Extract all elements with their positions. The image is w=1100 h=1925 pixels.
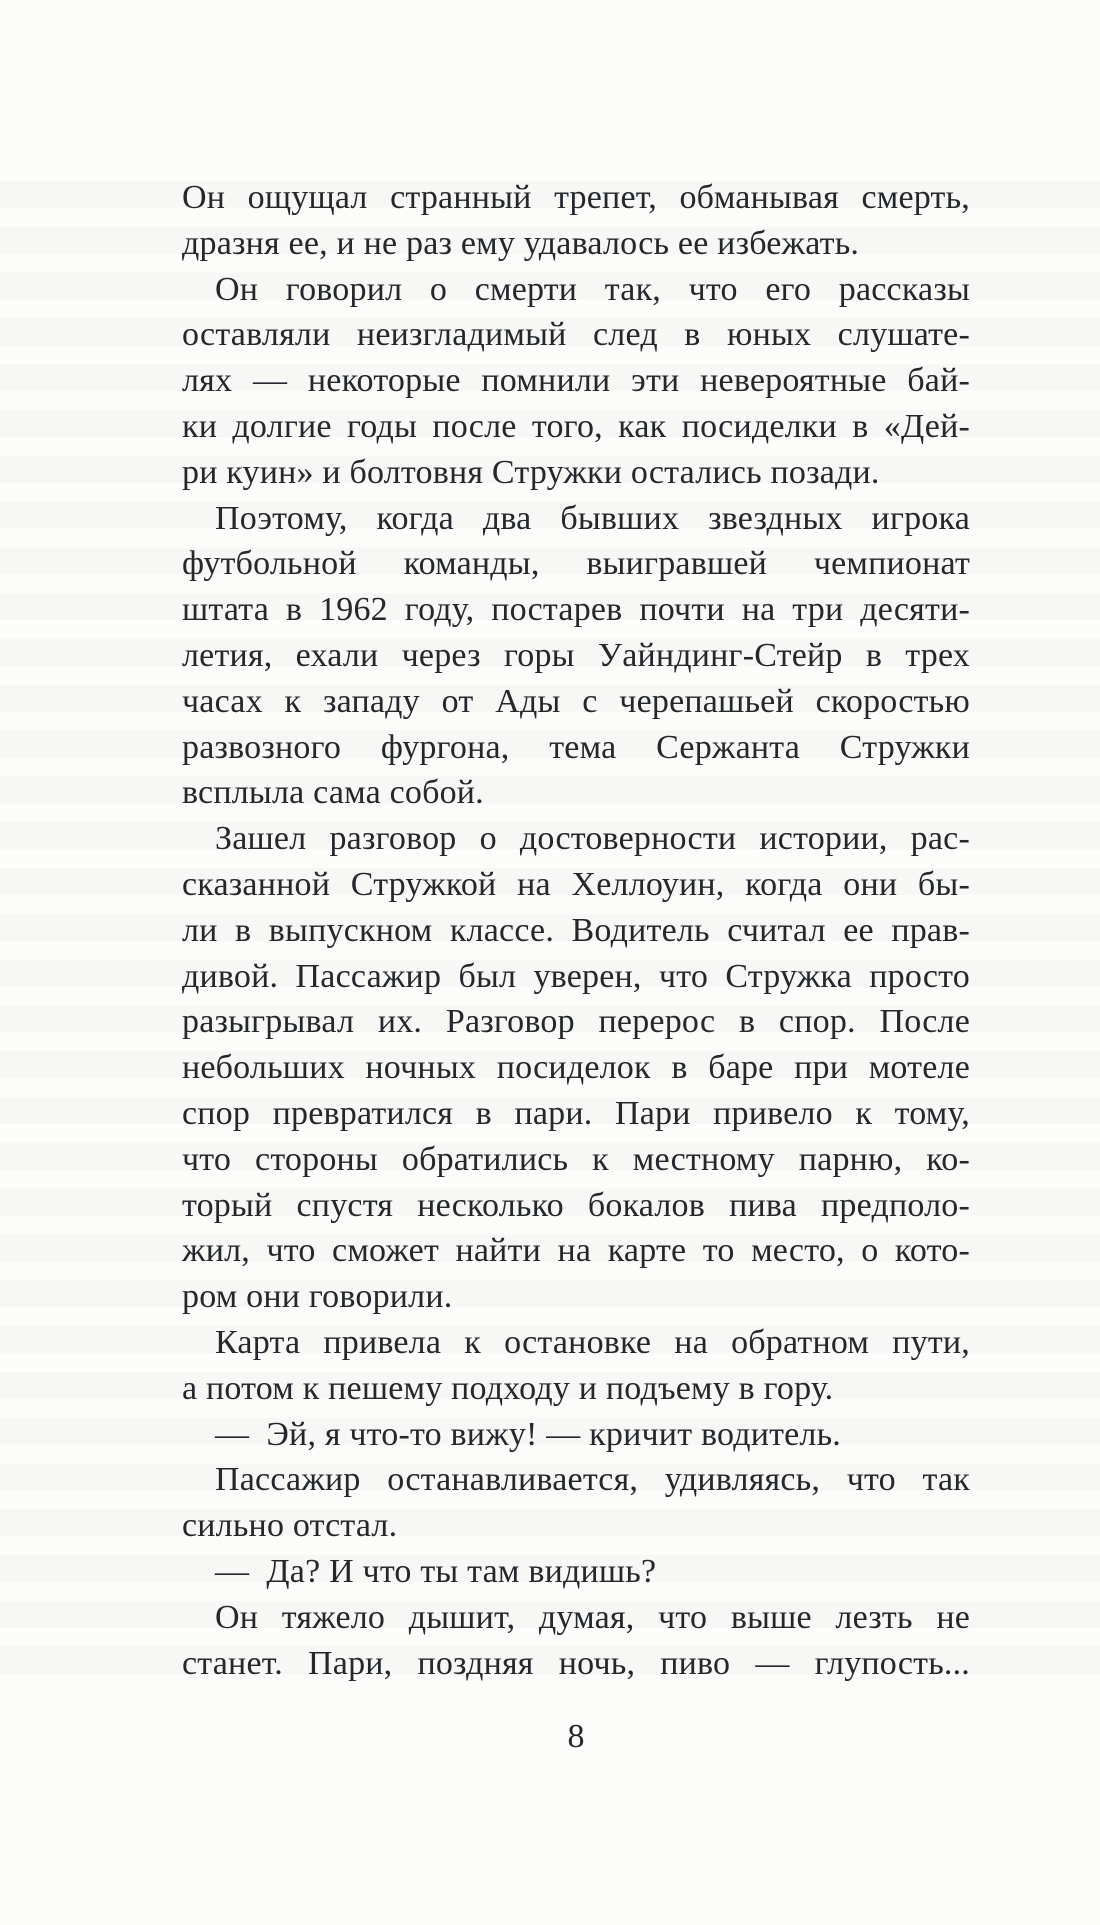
text-line: дивой. Пассажир был уверен, что Стружка просто xyxy=(182,957,970,995)
text-line: сказанной Стружкой на Хеллоуин, когда они бы- xyxy=(182,865,970,903)
text-line: Зашел разговор о достоверности истории, рас- xyxy=(215,820,970,858)
text-line: небольших ночных посиделок в баре при мотеле xyxy=(182,1049,970,1087)
paragraph xyxy=(182,175,970,267)
text-line: Пассажир останавливается, удивляясь, что так xyxy=(215,1461,970,1499)
text-line: летия, ехали через горы Уайндинг-Стейр в трех xyxy=(182,636,970,674)
text-line: дразня ее, и не раз ему удавалось ее избежать. xyxy=(182,224,860,262)
paragraph xyxy=(182,496,970,817)
text-line: сильно отстал. xyxy=(182,1507,398,1545)
text-line: станет. Пари, поздняя ночь, пиво — глупость... xyxy=(182,1644,970,1682)
text-line: что стороны обратились к местному парню, ко- xyxy=(182,1140,970,1178)
text-line: ри куин» и болтовня Стружки остались позади. xyxy=(182,453,880,491)
text-line: Он тяжело дышит, думая, что выше лезть не xyxy=(215,1598,970,1636)
dialogue-paragraph xyxy=(182,1549,970,1595)
text-line: Он ощущал странный трепет, обманывая смерть, xyxy=(182,179,970,216)
text-column xyxy=(182,175,970,1686)
text-line: ром они говорили. xyxy=(182,1278,453,1316)
text-line: лях — некоторые помнили эти невероятные бай- xyxy=(182,362,970,400)
paragraph xyxy=(182,1457,970,1549)
text-line: всплыла сама собой. xyxy=(182,774,484,812)
dialogue-paragraph xyxy=(182,1412,970,1458)
text-line: футбольной команды, выигравшей чемпионат xyxy=(182,545,970,583)
paragraph xyxy=(182,1320,970,1412)
text-line: ли в выпускном классе. Водитель считал ее прав- xyxy=(182,911,970,949)
text-line: развозного фургона, тема Сержанта Стружки xyxy=(182,728,970,766)
text-line: разыгрывал их. Разговор перерос в спор. После xyxy=(182,1003,970,1041)
text-line: — Эй, я что-то вижу! — кричит водитель. xyxy=(215,1415,842,1453)
page-number: 8 xyxy=(567,1718,585,1755)
text-line: Поэтому, когда два бывших звездных игрока xyxy=(215,499,970,537)
paragraph xyxy=(182,267,970,496)
text-line: Карта привела к остановке на обратном пути, xyxy=(215,1323,970,1361)
text-line: оставляли неизгладимый след в юных слушате- xyxy=(182,316,970,354)
text-line: часах к западу от Ады с черепашьей скоростью xyxy=(182,682,970,720)
text-line: жил, что сможет найти на карте то место, о кото- xyxy=(182,1232,970,1270)
paragraph xyxy=(182,816,970,1320)
text-line: спор превратился в пари. Пари привело к тому, xyxy=(182,1094,970,1132)
paragraph xyxy=(182,1595,970,1687)
text-line: ки долгие годы после того, как посиделки в «Дей- xyxy=(182,407,970,445)
text-line: торый спустя несколько бокалов пива предполо- xyxy=(182,1186,970,1224)
text-line: а потом к пешему подходу и подъему в гору. xyxy=(182,1369,834,1407)
text-line: — Да? И что ты там видишь? xyxy=(215,1552,657,1590)
text-line: штата в 1962 году, постарев почти на три десяти- xyxy=(182,591,970,629)
text-line: Он говорил о смерти так, что его рассказы xyxy=(215,270,970,308)
